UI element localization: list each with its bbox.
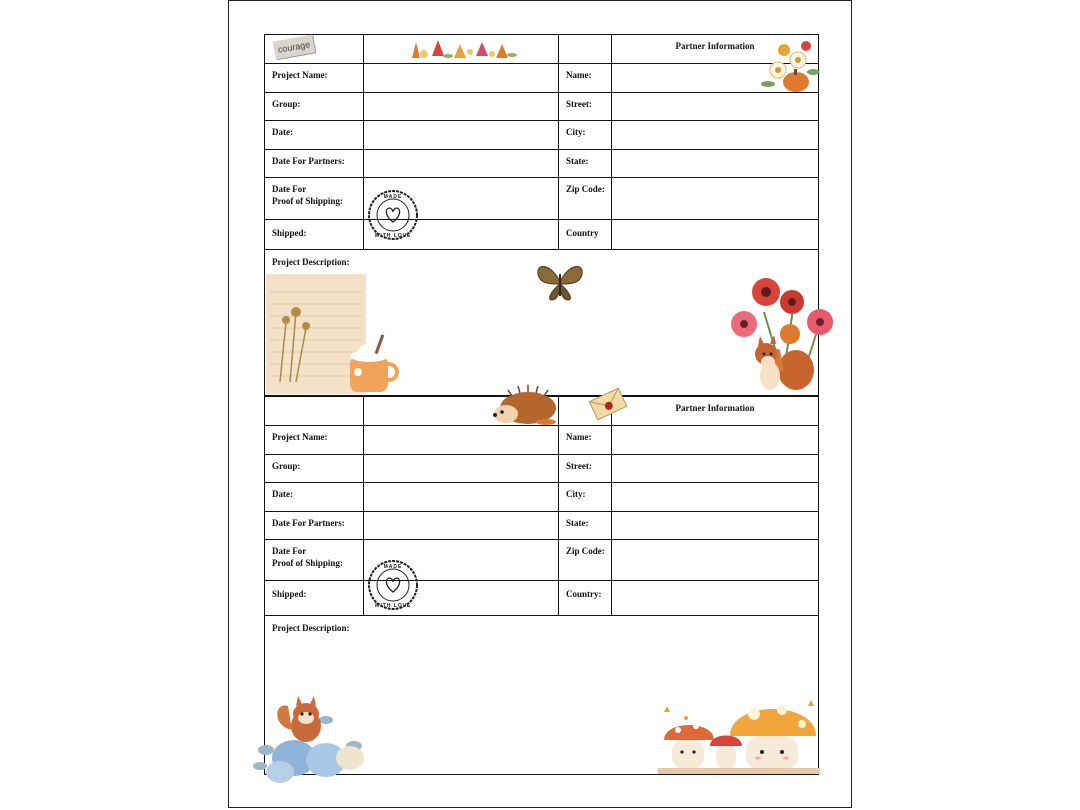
butterfly-icon	[532, 260, 588, 306]
made-with-love-stamp-icon	[367, 189, 419, 241]
group-label: Group:	[265, 455, 364, 483]
country-field[interactable]	[612, 581, 819, 616]
zip-label: Zip Code:	[559, 540, 612, 581]
date-field[interactable]	[364, 121, 559, 150]
date-label: Date:	[265, 121, 364, 150]
partner-info-heading: Partner Information	[612, 35, 819, 64]
project-name-field[interactable]	[364, 426, 559, 455]
city-field[interactable]	[612, 483, 819, 512]
mushrooms-icon	[658, 696, 820, 776]
shipped-label: Shipped:	[265, 581, 364, 616]
project-description-label: Project Description:	[265, 616, 819, 775]
country-label: Country:	[559, 581, 612, 616]
country-label: Country	[559, 220, 612, 250]
stamp-top-text: MADE	[383, 564, 403, 570]
header-blank-cell	[559, 35, 612, 64]
paper-card-latte-icon	[266, 272, 406, 396]
courage-tag: courage	[273, 35, 316, 60]
hedgehog-icon	[492, 382, 562, 426]
date-label: Date:	[265, 483, 364, 512]
partner-info-heading: Partner Information	[612, 397, 819, 426]
country-field[interactable]	[612, 220, 819, 250]
partner-name-label: Name:	[559, 426, 612, 455]
project-name-label: Project Name:	[265, 64, 364, 93]
group-field[interactable]	[364, 455, 559, 483]
stamp-bottom-text: WITH LOVE	[374, 233, 412, 239]
city-label: City:	[559, 121, 612, 150]
state-field[interactable]	[612, 512, 819, 540]
date-shipping-label	[265, 178, 364, 220]
date-shipping-line-2: Proof of Shipping:	[272, 558, 343, 568]
zip-label: Zip Code:	[559, 178, 612, 220]
date-shipping-line-1: Date For	[272, 184, 307, 194]
project-name-field[interactable]	[364, 64, 559, 93]
date-partners-field[interactable]	[364, 512, 559, 540]
partner-name-label: Name:	[559, 64, 612, 93]
project-description-label: Project Description:	[265, 250, 819, 396]
date-partners-field[interactable]	[364, 150, 559, 178]
street-field[interactable]	[612, 455, 819, 483]
stamp-bottom-text: WITH LOVE	[374, 603, 412, 609]
date-partners-label: Date For Partners:	[265, 150, 364, 178]
state-field[interactable]	[612, 150, 819, 178]
state-label: State:	[559, 512, 612, 540]
street-label: Street:	[559, 455, 612, 483]
envelope-seal-icon	[588, 386, 628, 422]
city-field[interactable]	[612, 121, 819, 150]
date-partners-label: Date For Partners:	[265, 512, 364, 540]
pumpkin-flowers-icon	[758, 36, 820, 94]
squirrel-pumpkins-icon	[246, 696, 370, 786]
group-field[interactable]	[364, 93, 559, 121]
zip-field[interactable]	[612, 540, 819, 581]
autumn-leaves-icon	[402, 36, 518, 62]
date-field[interactable]	[364, 483, 559, 512]
street-label: Street:	[559, 93, 612, 121]
header-blank-cell	[265, 397, 364, 426]
street-field[interactable]	[612, 93, 819, 121]
date-shipping-line-1: Date For	[272, 546, 307, 556]
shipped-label: Shipped:	[265, 220, 364, 250]
stamp-top-text: MADE	[383, 194, 403, 200]
date-shipping-label	[265, 540, 364, 581]
made-with-love-stamp-icon	[367, 559, 419, 611]
partner-name-field[interactable]	[612, 426, 819, 455]
poppies-squirrel-icon	[724, 272, 836, 396]
project-name-label: Project Name:	[265, 426, 364, 455]
state-label: State:	[559, 150, 612, 178]
zip-field[interactable]	[612, 178, 819, 220]
date-shipping-line-2: Proof of Shipping:	[272, 196, 343, 206]
group-label: Group:	[265, 93, 364, 121]
city-label: City:	[559, 483, 612, 512]
